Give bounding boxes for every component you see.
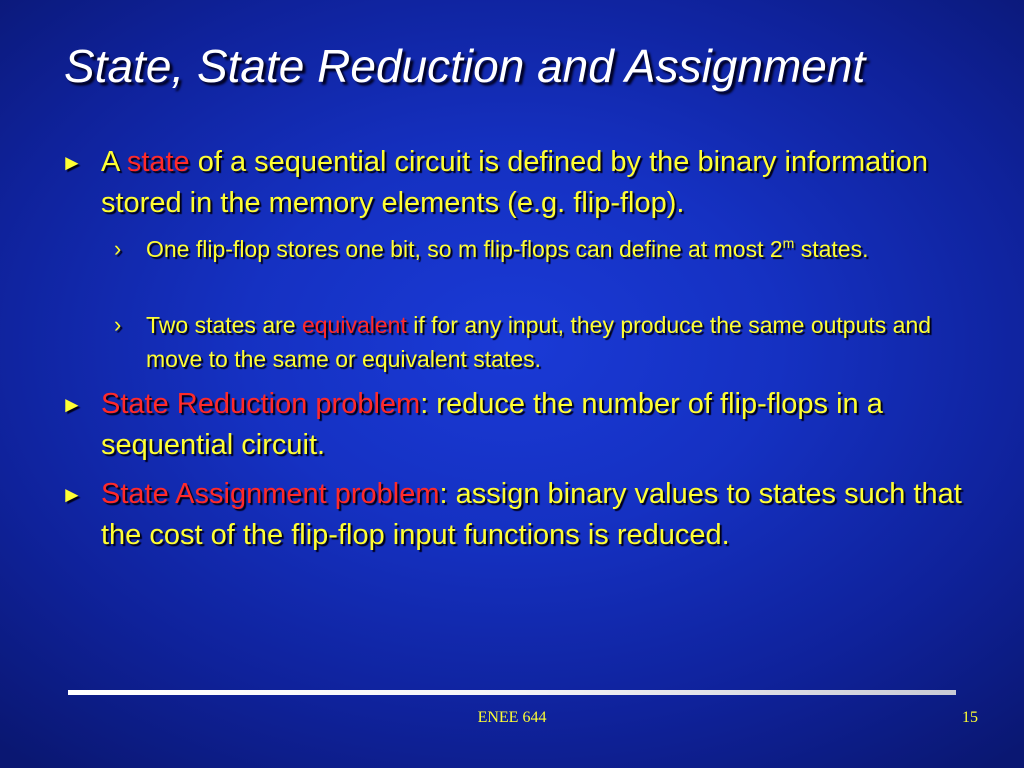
slide-title: State, State Reduction and Assignment [64, 40, 866, 92]
sub-bullet-flip-flop-bits [114, 232, 976, 266]
sub-bullet-arrow-icon: › [114, 236, 122, 261]
footer-divider [68, 690, 956, 695]
sub-bullet-equivalent-states [114, 308, 976, 376]
footer-course-code: ENEE 644 [477, 709, 547, 726]
sub-bullet-text: if for any input, they produce the same outputs and move to the same or equivalent states. [146, 312, 932, 372]
highlight-term-equivalent: equivalent [301, 312, 407, 338]
bullet-arrow-icon: ► [61, 482, 83, 507]
bullet-state-reduction [61, 384, 981, 466]
highlight-term-state-assignment: State Assignment problem [101, 478, 440, 510]
sub-bullet-arrow-icon: › [114, 312, 122, 337]
superscript-m: m [782, 235, 795, 251]
bullet-arrow-icon: ► [61, 150, 83, 175]
sub-bullet-suffix: states. [794, 236, 869, 262]
bullet-text: of a sequential circuit is defined by the binary information stored in the memory elements (e.g. flip-flop). [101, 146, 928, 219]
sub-bullet-text: One flip-flop stores one bit, so m flip-flops can define at most 2 [146, 236, 783, 262]
bullet-text: : assign binary values to states such that the cost of the flip-flop input functions is reduced. [101, 478, 962, 551]
sub-bullet-prefix: Two states are [146, 312, 302, 338]
bullet-state-definition [61, 142, 981, 224]
footer-page-number: 15 [962, 709, 978, 726]
bullet-arrow-icon: ► [61, 392, 83, 417]
highlight-term-state-reduction: State Reduction problem [101, 388, 421, 420]
bullet-prefix: A [101, 146, 127, 178]
bullet-text: : reduce the number of flip-flops in a sequential circuit. [101, 388, 883, 461]
bullet-state-assignment [61, 474, 981, 556]
highlight-term-state: state [126, 146, 190, 178]
